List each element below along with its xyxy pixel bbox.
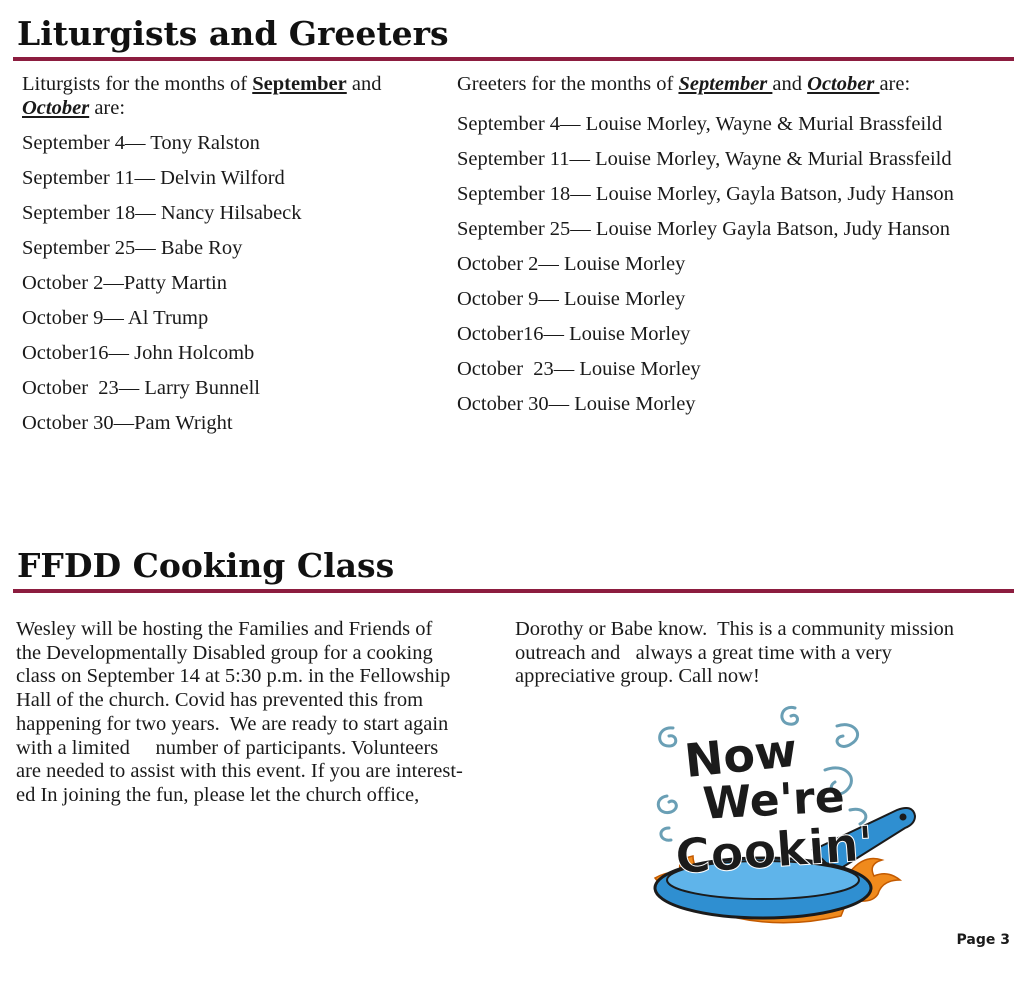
paragraph-line: with a limited number of participants. Volunteers (16, 736, 439, 759)
greeter-list (457, 107, 1017, 422)
greeter-entry: October 30— Louise Morley (457, 393, 696, 415)
liturgist-list (22, 126, 422, 441)
liturgist-entry: October 9— Al Trump (22, 307, 209, 329)
liturgists-column (22, 72, 422, 441)
page-number: Page 3 (956, 932, 1010, 948)
greeters-intro: Greeters for the months of September and October are: (457, 73, 911, 95)
clipart-word-now: Now (682, 722, 800, 789)
liturgist-entry: October 23— Larry Bunnell (22, 377, 260, 399)
paragraph-line: happening for two years. We are ready to start again (16, 712, 449, 735)
liturgist-entry: October 2—Patty Martin (22, 272, 227, 294)
liturgists-intro: Liturgists for the months of September and October are: (22, 73, 382, 119)
paragraph-line: outreach and always a great time with a very (515, 641, 892, 664)
liturgist-entry: September 18— Nancy Hilsabeck (22, 202, 302, 224)
paragraph-line: Hall of the church. Covid has prevented this from (16, 689, 424, 712)
greeter-entry: October 2— Louise Morley (457, 253, 686, 275)
cooking-paragraph-left (16, 618, 506, 808)
month-october: October (807, 73, 880, 95)
greeter-entry: October 23— Louise Morley (457, 358, 701, 380)
section-title-cooking: FFDD Cooking Class (17, 546, 395, 585)
liturgist-entry: September 11— Delvin Wilford (22, 167, 285, 189)
greeter-entry: September 4— Louise Morley, Wayne & Murial Brassfeild (457, 113, 943, 135)
greeter-entry: October16— Louise Morley (457, 323, 691, 345)
greeter-entry: September 25— Louise Morley Gayla Batson, Judy Hanson (457, 218, 951, 240)
cooking-paragraph-right (515, 618, 1010, 689)
greeter-entry: September 18— Louise Morley, Gayla Batson, Judy Hanson (457, 183, 954, 205)
paragraph-line: class on September 14 at 5:30 p.m. in the Fellowship (16, 665, 451, 688)
paragraph-line: appreciative group. Call now! (515, 665, 760, 688)
liturgist-entry: October16— John Holcomb (22, 342, 255, 364)
paragraph-line: the Developmentally Disabled group for a cooking (16, 641, 433, 664)
greeter-entry: September 11— Louise Morley, Wayne & Murial Brassfeild (457, 148, 952, 170)
paragraph-line: ed In joining the fun, please let the church office, (16, 783, 420, 806)
liturgist-entry: October 30—Pam Wright (22, 412, 233, 434)
liturgist-entry: September 4— Tony Ralston (22, 132, 260, 154)
month-september: September (252, 73, 347, 95)
now-were-cookin-clipart (645, 700, 925, 930)
greeters-column (457, 72, 1017, 422)
month-september: September (678, 73, 773, 95)
section-divider (13, 589, 1014, 593)
paragraph-line: Wesley will be hosting the Families and Friends of (16, 618, 433, 640)
liturgist-entry: September 25— Babe Roy (22, 237, 243, 259)
section-divider (13, 57, 1014, 61)
paragraph-line: are needed to assist with this event. If you are interest- (16, 760, 463, 783)
greeter-entry: October 9— Louise Morley (457, 288, 686, 310)
section-title-liturgists: Liturgists and Greeters (17, 14, 449, 53)
month-october: October (22, 97, 90, 119)
paragraph-line: Dorothy or Babe know. This is a community mission (515, 618, 955, 640)
clipart-word-were: We're (701, 771, 846, 830)
clipart-word-cookin: Cookin' (673, 815, 876, 886)
